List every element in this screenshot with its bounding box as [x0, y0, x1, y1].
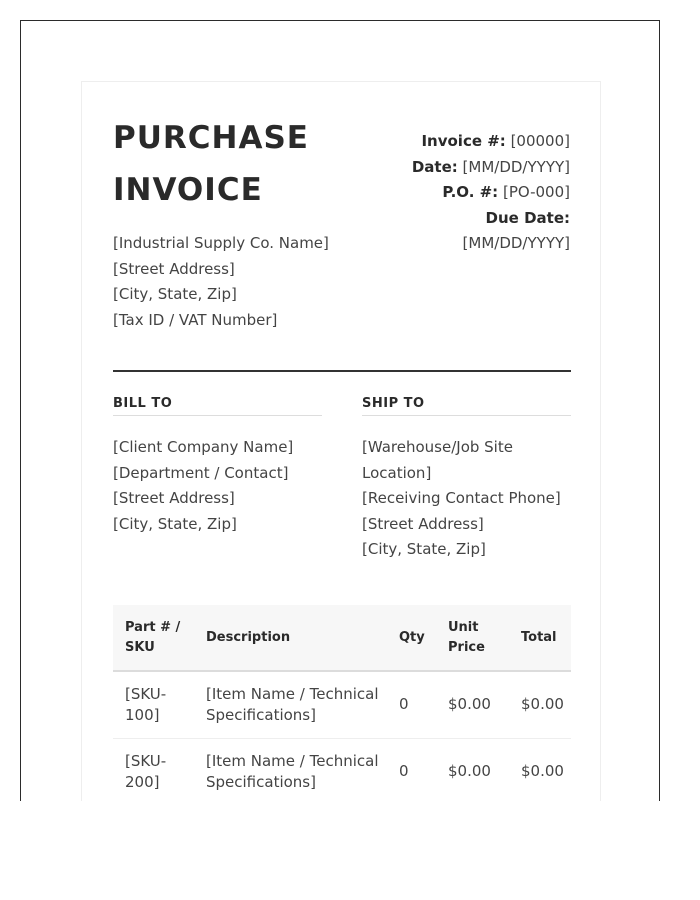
bill-to-street: [Street Address] — [113, 489, 235, 507]
page-frame — [20, 20, 660, 801]
header-divider — [113, 370, 571, 372]
date-row — [340, 155, 570, 181]
col-header-qty: Qty — [387, 605, 436, 671]
seller-name: [Industrial Supply Co. Name] — [113, 234, 329, 252]
cell-description: [Item Name / Technical Specifications] — [194, 738, 387, 801]
invoice-meta — [340, 129, 570, 257]
date-label: Date: — [411, 157, 458, 176]
cell-total: $0.00 — [509, 738, 571, 801]
table-row — [113, 671, 571, 738]
cell-qty: 0 — [387, 671, 436, 738]
ship-to-lines — [362, 435, 571, 563]
ship-to-city: [City, State, Zip] — [362, 540, 486, 558]
cell-qty: 0 — [387, 738, 436, 801]
col-header-total: Total — [509, 605, 571, 671]
title-line-2: INVOICE — [113, 172, 263, 208]
bill-to-section — [113, 396, 322, 537]
seller-city: [City, State, Zip] — [113, 285, 237, 303]
document-title — [113, 112, 373, 216]
po-value: [PO-000] — [502, 183, 570, 201]
invoice-number-label: Invoice #: — [421, 132, 506, 150]
ship-to-street: [Street Address] — [362, 514, 484, 533]
seller-street: [Street Address] — [113, 259, 235, 278]
invoice-number-row — [340, 129, 570, 155]
cell-unit-price: $0.00 — [436, 738, 509, 801]
col-header-description: Description — [194, 605, 387, 671]
po-row — [340, 180, 570, 206]
ship-to-section — [362, 396, 571, 563]
bill-to-lines — [113, 435, 322, 537]
cell-part: [SKU-100] — [113, 671, 194, 738]
bill-to-heading: BILL TO — [113, 396, 322, 416]
invoice-number-value: [00000] — [510, 132, 570, 150]
due-date-row — [340, 206, 570, 232]
table-header-row — [113, 605, 571, 671]
due-date-value: [MM/DD/YYYY] — [462, 234, 570, 252]
table-row — [113, 738, 571, 801]
due-date-label: Due Date: — [485, 208, 570, 227]
invoice-sheet — [81, 81, 601, 801]
col-header-part: Part # / SKU — [113, 605, 194, 671]
cell-part: [SKU-200] — [113, 738, 194, 801]
title-line-1: PURCHASE — [113, 120, 309, 156]
cell-unit-price: $0.00 — [436, 671, 509, 738]
line-items-table — [113, 605, 571, 801]
seller-address — [113, 231, 373, 333]
ship-to-location: [Warehouse/Job Site Location] — [362, 438, 513, 482]
cell-description: [Item Name / Technical Specifications] — [194, 671, 387, 738]
cell-total: $0.00 — [509, 671, 571, 738]
col-header-unit-price: Unit Price — [436, 605, 509, 671]
ship-to-heading: SHIP TO — [362, 396, 571, 416]
bill-to-contact: [Department / Contact] — [113, 463, 289, 482]
po-label: P.O. #: — [442, 183, 499, 201]
bill-to-city: [City, State, Zip] — [113, 514, 237, 533]
seller-tax-id: [Tax ID / VAT Number] — [113, 310, 278, 329]
ship-to-phone: [Receiving Contact Phone] — [362, 489, 561, 507]
bill-to-company: [Client Company Name] — [113, 438, 294, 456]
date-value: [MM/DD/YYYY] — [462, 157, 570, 176]
